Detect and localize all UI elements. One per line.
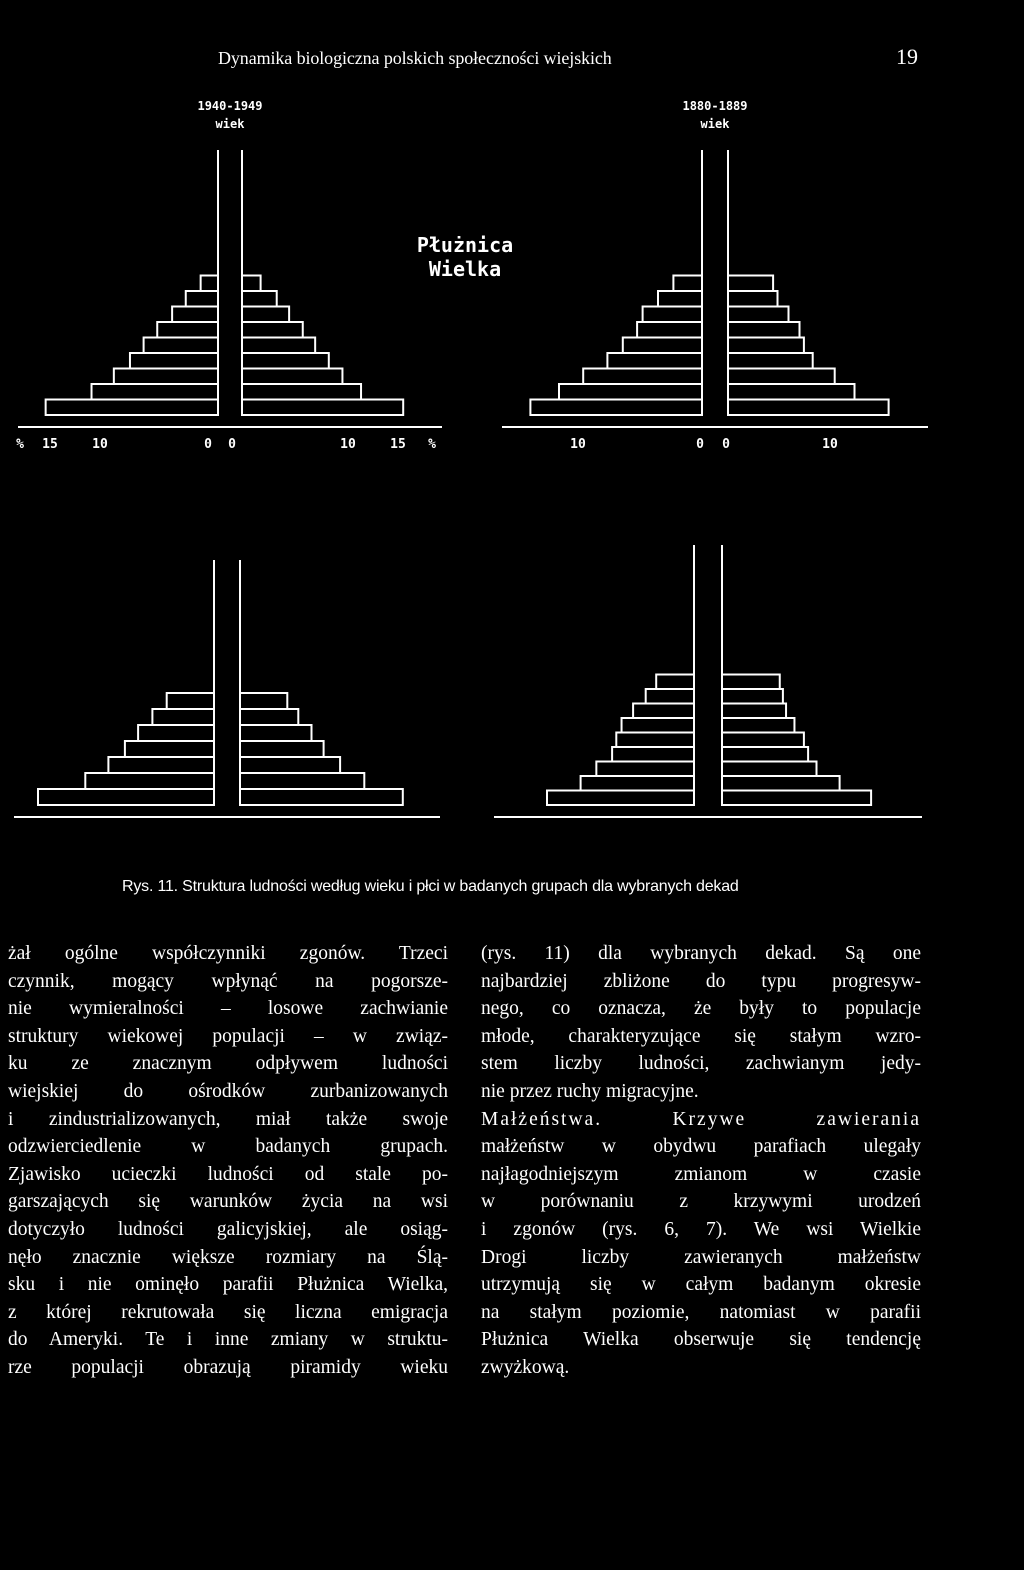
text-line: na stałym poziomie, natomiast w parafii <box>481 1301 921 1323</box>
text-line: w porównaniu z krzywymi urodzeń <box>481 1191 921 1213</box>
male-bar <box>130 353 218 369</box>
text-column-right <box>481 940 921 1382</box>
male-bar <box>583 369 702 385</box>
female-bar <box>728 353 813 369</box>
female-bar <box>722 791 871 806</box>
male-bar <box>201 276 218 292</box>
running-head-title: Dynamika biologiczna polskich społeczności wiejskich <box>218 48 612 68</box>
running-head <box>0 44 1024 74</box>
axis-tick-label: 15 <box>390 437 406 452</box>
text-line: Drogi liczby zawieranych małżeństw <box>481 1246 921 1268</box>
axis-tick-label: 0 <box>228 437 236 452</box>
male-bar <box>673 276 702 292</box>
text-line: i zgonów (rys. 6, 7). We wsi Wielkie <box>481 1218 921 1240</box>
female-bar <box>728 338 804 354</box>
male-bar <box>172 307 218 323</box>
period-label: 1940-1949 <box>197 99 263 113</box>
male-bar <box>646 689 694 704</box>
female-bar <box>728 369 835 385</box>
male-bar <box>92 384 218 400</box>
figure-caption: Rys. 11. Struktura ludności według wieku i płci w badanych grupach dla wybranych dekad <box>122 878 739 895</box>
female-bar <box>240 789 403 805</box>
text-line: najbardziej zbliżone do typu progresyw- <box>481 970 921 992</box>
male-bar <box>623 338 702 354</box>
text-line: garszających się warunków życia na wsi <box>8 1191 448 1213</box>
text-line: nęło znacznie większe rozmiary na Ślą- <box>8 1246 448 1268</box>
male-bar <box>658 291 702 307</box>
male-bar <box>581 776 694 791</box>
male-bar <box>559 384 702 400</box>
male-bar <box>152 709 214 725</box>
text-line: ku ze znacznym odpływem ludności <box>8 1053 448 1075</box>
text-line: wiejskiej do ośrodków zurbanizowanych <box>8 1080 448 1102</box>
text-line: nie przez ruchy migracyjne. <box>481 1080 699 1102</box>
text-line: Płużnica Wielka obserwuje się tendencję <box>481 1329 921 1351</box>
male-bar <box>144 338 218 354</box>
female-bar <box>242 322 303 338</box>
male-bar <box>616 733 694 748</box>
female-bar <box>722 689 783 704</box>
text-line: zwyżkową. <box>481 1356 570 1378</box>
male-bar <box>596 762 694 777</box>
male-bar <box>633 704 694 719</box>
female-bar <box>242 384 361 400</box>
female-bar <box>240 741 324 757</box>
female-bar <box>242 307 289 323</box>
female-bar <box>722 718 794 733</box>
text-column-left <box>8 940 448 1382</box>
female-bar <box>240 693 287 709</box>
text-line: nie wymieralności – losowe zachwianie <box>8 998 448 1020</box>
text-line: dotyczyło ludności galicyjskiej, ale osiąg- <box>8 1218 448 1240</box>
male-bar <box>114 369 218 385</box>
text-line: (rys. 11) dla wybranych dekad. Są one <box>481 943 921 964</box>
male-bar <box>108 757 214 773</box>
text-line: młode, charakteryzujące się stałym wzro- <box>481 1025 921 1047</box>
male-bar <box>167 693 214 709</box>
text-line: utrzymują się w całym badanym okresie <box>481 1274 921 1296</box>
female-bar <box>240 757 340 773</box>
male-bar <box>547 791 694 806</box>
text-line: nego, co oznacza, że były to populacje <box>481 998 921 1020</box>
female-bar <box>242 353 329 369</box>
male-bar <box>38 789 214 805</box>
female-bar <box>722 704 786 719</box>
axis-tick-label: 10 <box>340 437 356 452</box>
female-bar <box>728 276 773 292</box>
text-line: najłagodniejszym zmianom w czasie <box>481 1163 921 1185</box>
text-line: i zindustrializowanych, miał także swoje <box>8 1108 448 1130</box>
text-line: małżeństw w obydwu parafiach ulegały <box>481 1136 921 1158</box>
female-bar <box>240 725 312 741</box>
male-bar <box>186 291 218 307</box>
axis-tick-label: 0 <box>204 437 212 452</box>
male-bar <box>125 741 214 757</box>
axis-tick-label: % <box>16 437 24 452</box>
female-bar <box>722 776 840 791</box>
male-bar <box>656 675 694 690</box>
female-bar <box>242 338 315 354</box>
male-bar <box>643 307 702 323</box>
female-bar <box>242 276 261 292</box>
axis-age-label: wiek <box>215 117 245 131</box>
population-pyramids-figure <box>0 90 1024 850</box>
axis-tick-label: % <box>428 437 436 452</box>
female-bar <box>240 773 364 789</box>
female-bar <box>722 747 808 762</box>
male-bar <box>622 718 694 733</box>
text-line: czynnik, mogący wpłynąć na pogorsze- <box>8 970 448 992</box>
text-line: Małżeństwa. Krzywe zawierania <box>481 1108 921 1130</box>
axis-tick-label: 10 <box>822 437 838 452</box>
axis-tick-label: 0 <box>696 437 704 452</box>
male-bar <box>46 400 218 416</box>
axis-tick-label: 10 <box>570 437 586 452</box>
female-bar <box>728 291 778 307</box>
page-number: 19 <box>896 44 918 69</box>
female-bar <box>722 762 817 777</box>
text-line: do Ameryki. Te i inne zmiany w struktu- <box>8 1329 448 1351</box>
text-line: z której rekrutowała się liczna emigracja <box>8 1301 448 1323</box>
text-line: Zjawisko ucieczki ludności od stale po- <box>8 1163 448 1185</box>
axis-tick-label: 15 <box>42 437 58 452</box>
female-bar <box>242 400 403 416</box>
female-bar <box>242 369 342 385</box>
text-line: żał ogólne współczynniki zgonów. Trzeci <box>8 943 448 964</box>
male-bar <box>85 773 214 789</box>
text-line: rze populacji obrazują piramidy wieku <box>8 1356 448 1378</box>
male-bar <box>157 322 218 338</box>
female-bar <box>722 675 780 690</box>
village-label-line1: Płużnica <box>416 233 514 257</box>
female-bar <box>728 307 789 323</box>
female-bar <box>240 709 298 725</box>
text-line: stem liczby ludności, zachwianym jedy- <box>481 1053 921 1075</box>
male-bar <box>138 725 214 741</box>
village-label-line2: Wielka <box>428 257 502 281</box>
text-line: sku i nie ominęło parafii Płużnica Wielka, <box>8 1274 448 1296</box>
text-line: struktury wiekowej populacji – w związ- <box>8 1025 448 1047</box>
female-bar <box>722 733 804 748</box>
axis-tick-label: 10 <box>92 437 108 452</box>
female-bar <box>728 384 855 400</box>
female-bar <box>728 400 889 416</box>
male-bar <box>612 747 694 762</box>
axis-tick-label: 0 <box>722 437 730 452</box>
axis-age-label: wiek <box>700 117 730 131</box>
period-label: 1880-1889 <box>682 99 748 113</box>
male-bar <box>530 400 702 416</box>
male-bar <box>607 353 702 369</box>
female-bar <box>728 322 800 338</box>
male-bar <box>637 322 702 338</box>
female-bar <box>242 291 277 307</box>
text-line: odzwierciedlenie w badanych grupach. <box>8 1136 448 1158</box>
